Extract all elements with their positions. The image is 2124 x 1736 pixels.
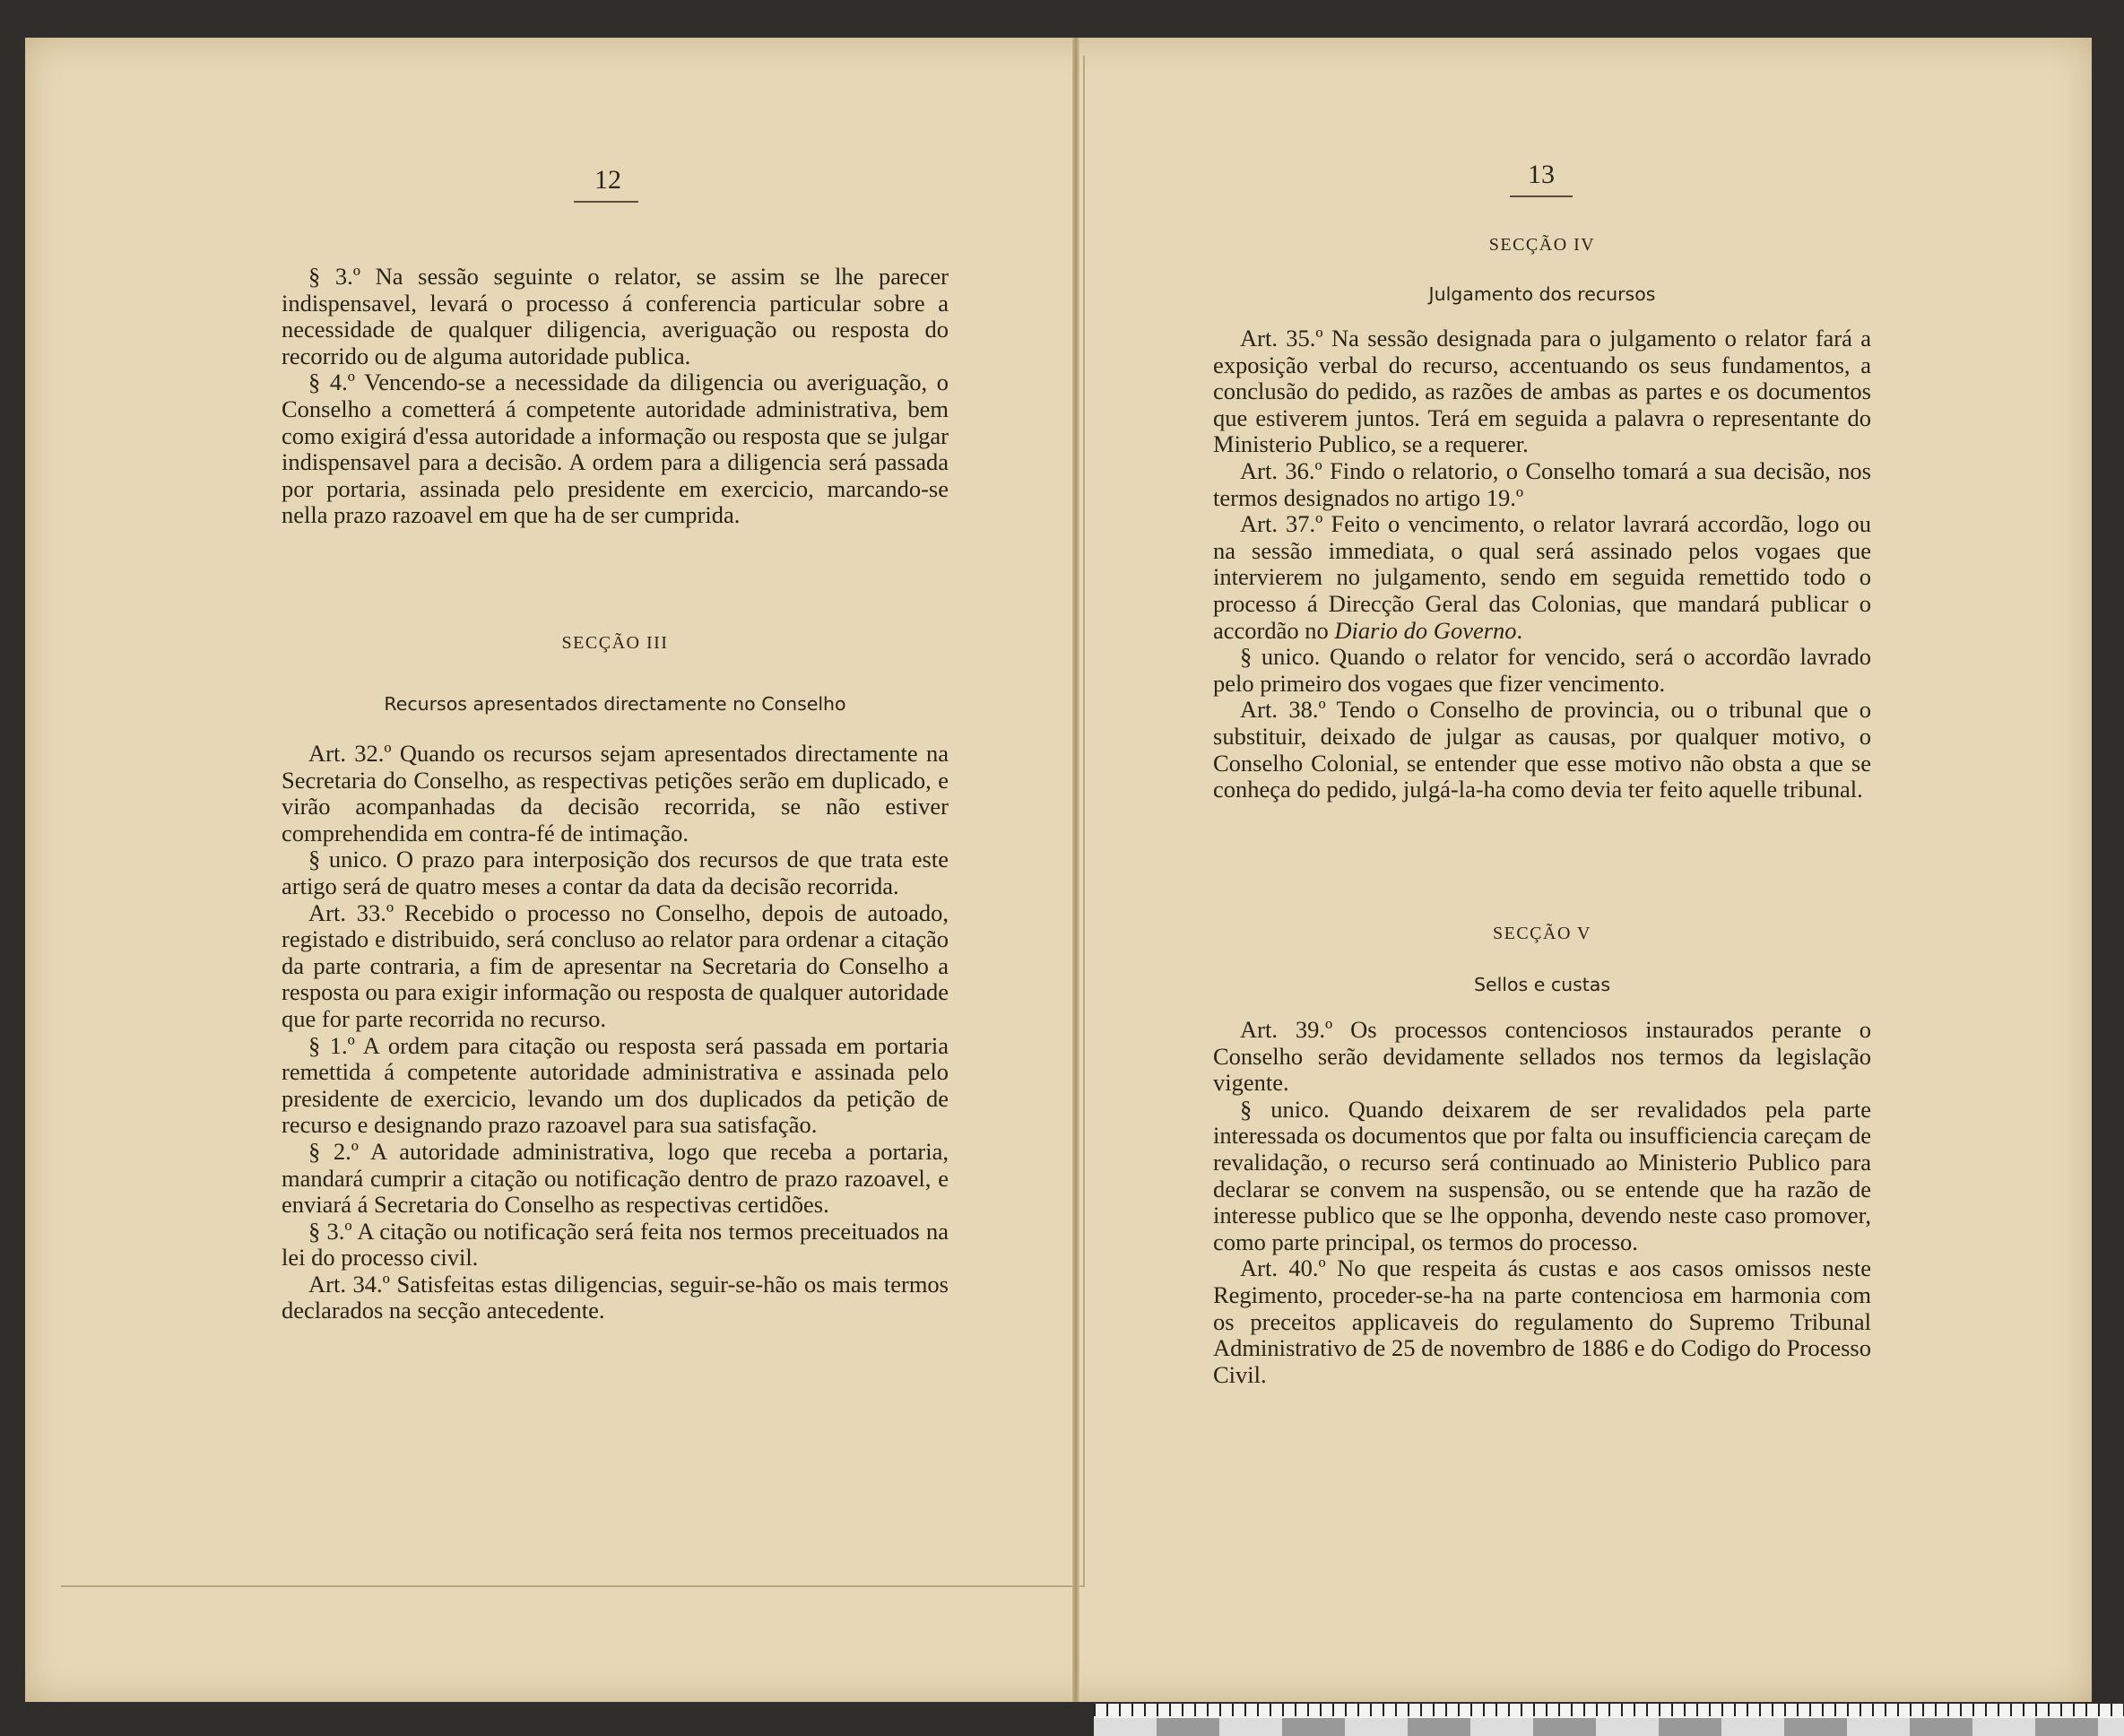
right-section-iv-text <box>1213 326 1871 803</box>
ruler-blocks <box>1094 1718 2124 1736</box>
section-heading-iv: SECÇÃO IV <box>1488 235 1596 255</box>
left-section-text <box>282 741 949 1324</box>
paragraph: Art. 36.º Findo o relatorio, o Conselho tomará a sua decisão, nos termos designados no artigo 19.º <box>1213 456 1871 511</box>
paragraph: § 3.º Na sessão seguinte o relator, se assim se lhe parecer indispensavel, levará o processo á conferencia particular sobre a necessidade de qualquer diligencia, averiguação ou resposta do recorrido ou de alguma autoridade publica. <box>282 263 949 369</box>
paragraph: § 2.º A autoridade administrativa, logo que receba a portaria, mandará cumprir a citação ou notificação dentro de prazo razoavel, e enviará á Secretaria do Conselho as respectivas certidões. <box>282 1137 949 1219</box>
paragraph: Art. 38.º Tendo o Conselho de provincia, ou o tribunal que o substituir, deixado de julgar as causas, por qualquer motivo, o Conselho Colonial, se entender que esse motivo não obsta a que se conheça do pedido, julgá-la-ha como devia ter feito aquelle tribunal. <box>1213 696 1871 803</box>
paragraph: Art. 39.º Os processos contenciosos instaurados perante o Conselho serão devidamente sellados nos termos da legislação vigente. <box>1213 1016 1871 1097</box>
open-book-spread <box>25 38 2092 1702</box>
page-number-left: 12 <box>594 165 621 195</box>
italic-title: Diario do Governo <box>1334 616 1517 644</box>
page-number-rule-left <box>574 201 638 203</box>
paragraph: Art. 40.º No que respeita ás custas e aos casos omissos neste Regimento, proceder-se-ha na parte contenciosa em harmonia com os preceitos applicaveis do regulamento do Supremo Tribunal Administrativo de 25 de novembro de 1886 e do Codigo do Processo Civil. <box>1213 1254 1871 1388</box>
paragraph: Art. 34.º Satisfeitas estas diligencias, seguir-se-hão os mais termos declarados na secção antecedente. <box>282 1270 949 1324</box>
paragraph: § 4.º Vencendo-se a necessidade da diligencia ou averiguação, o Conselho a cometterá á competente autoridade administrativa, bem como exigirá d'essa autoridade a informação ou resposta que se julgar indispensavel para a decisão. A ordem para a diligencia será passada por portaria, assinada pelo presidente em exercicio, marcando-se nella prazo razoavel em que ha de ser cumprida. <box>282 369 949 529</box>
right-section-v-text <box>1213 1017 1871 1388</box>
paragraph: § 3.º A citação ou notificação será feita nos termos preceituados na lei do processo civil. <box>282 1217 949 1272</box>
paragraph: Art. 35.º Na sessão designada para o julgamento o relator fará a exposição verbal do recurso, accentuando os seus fundamentos, a conclusão do pedido, as razões de ambas as partes e os documentos que estiverem juntos. Terá em seguida a palavra o representante do Ministerio Publico, se a requerer. <box>1213 325 1871 458</box>
paragraph: Art. 37.º Feito o vencimento, o relator lavrará accordão, logo ou na sessão immediata, o qual será assinado pelos vogaes que intervierem no julgamento, sendo em seguida remettido todo o processo á Direcção Geral das Colonias, que mandará publicar o accordão no Diario do Governo. <box>1213 510 1871 644</box>
right-page <box>1079 38 2092 1702</box>
ruler-ticks <box>1094 1704 2124 1716</box>
section-heading-v: SECÇÃO V <box>1493 924 1591 943</box>
left-page <box>25 38 1074 1702</box>
left-top-text <box>282 264 949 529</box>
paragraph: § unico. O prazo para interposição dos recursos de que trata este artigo será de quatro meses a contar da data da decisão recorrida. <box>282 846 949 899</box>
page-number-rule-right <box>1510 195 1573 197</box>
paragraph: Art. 32.º Quando os recursos sejam apresentados directamente na Secretaria do Conselho, as respectivas petições serão em duplicado, e virão acompanhadas da decisão recorrida, se não estiver comprehendida em contra-fé de intimação. <box>282 740 949 846</box>
paragraph: § unico. Quando o relator for vencido, será o accordão lavrado pelo primeiro dos vogaes que fizer vencimento. <box>1213 643 1871 697</box>
paragraph: § unico. Quando deixarem de ser revalidados pela parte interessada os documentos que por falta ou insufficiencia careçam de revalidação, o recurso será continuado ao Ministerio Publico para declarar se convem na suspensão, ou se entende que ha razão de interesse publico que se lhe opponha, devendo neste caso promover, como parte principal, os termos do processo. <box>1213 1095 1871 1255</box>
section-subtitle-v: Sellos e custas <box>1473 974 1611 995</box>
scale-ruler <box>1094 1704 2124 1736</box>
section-subtitle-iii: Recursos apresentados directamente no Conselho <box>384 693 846 715</box>
paragraph: Art. 33.º Recebido o processo no Conselho, depois de autoado, registado e distribuido, será concluso ao relator para ordenar a citação da parte contraria, a fim de apresentar na Secretaria do Conselho a resposta ou para exigir informação ou resposta de qualquer autoridade que for parte recorrida no recurso. <box>282 898 949 1032</box>
paragraph: § 1.º A ordem para citação ou resposta será passada em portaria remettida á competente autoridade administrativa e assinada pelo presidente de exercicio, levando um dos duplicados da petição de recurso e designando prazo razoavel para sua satisfação. <box>282 1031 949 1139</box>
section-heading-iii: SECÇÃO III <box>561 633 669 653</box>
page-number-right: 13 <box>1528 160 1555 189</box>
section-subtitle-iv: Julgamento dos recursos <box>1428 283 1656 305</box>
